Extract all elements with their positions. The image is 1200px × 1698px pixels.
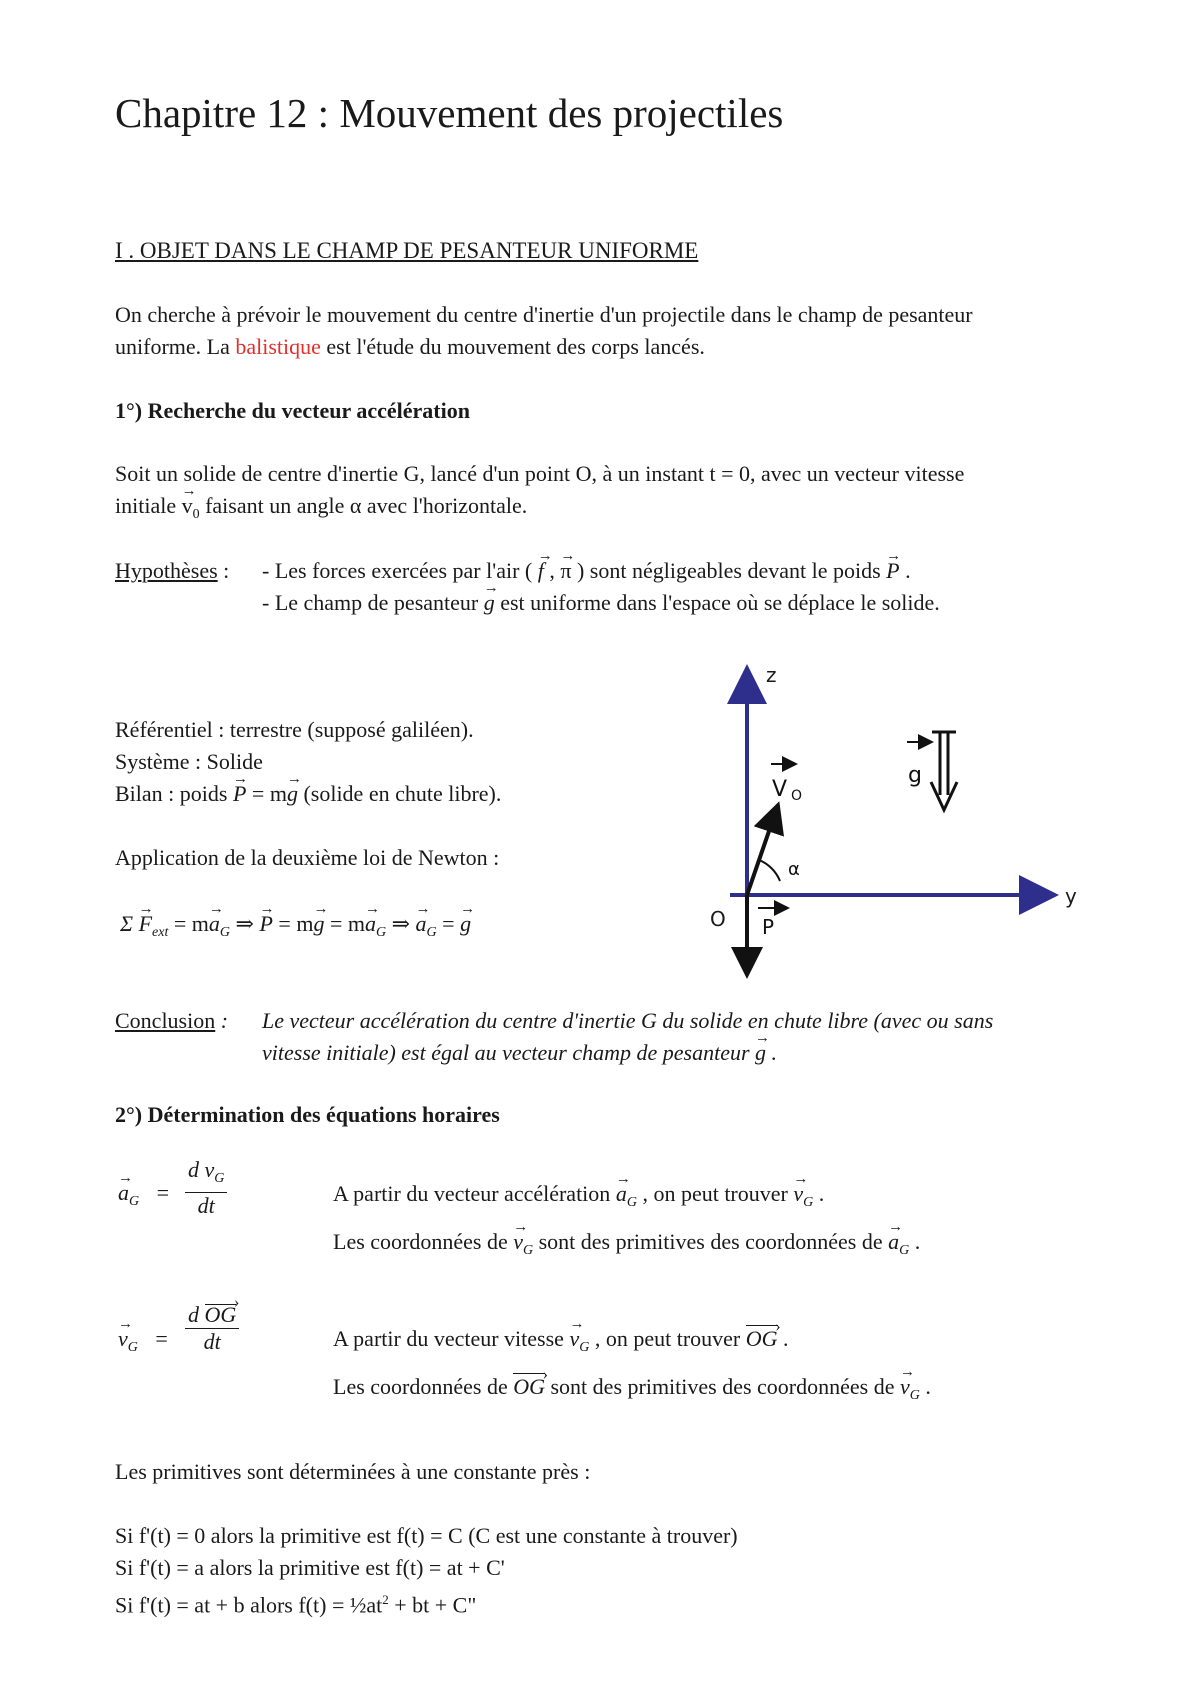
conclusion-label: [115, 1005, 228, 1037]
solid-description-line-1: Soit un solide de centre d'inertie G, lancé d'un point O, à un instant t = 0, avec un vecteur vitesse: [115, 461, 965, 486]
conclusion-line-2: [262, 1037, 777, 1069]
v-vector: → v: [513, 1226, 523, 1258]
p-vector: → P: [259, 908, 272, 940]
equals: =: [156, 1180, 170, 1205]
numerator: [185, 1157, 227, 1193]
text: (solide en chute libre).: [297, 781, 502, 806]
z-label: z: [766, 663, 777, 687]
v-vector: → v: [793, 1178, 803, 1210]
newton-equation: [120, 908, 471, 949]
intro-text: uniforme. La: [115, 334, 236, 359]
hypothesis-1: [262, 555, 911, 587]
acceleration-formula: [118, 1177, 181, 1218]
v0-label-sub: O: [791, 788, 803, 804]
text: .: [766, 1040, 778, 1065]
g-subscript: G: [219, 925, 231, 940]
velocity-formula: [118, 1323, 180, 1364]
v-vector: → v: [900, 1371, 910, 1403]
a-vector: → a: [365, 908, 376, 940]
a-vector: → a: [209, 908, 220, 940]
formula-2-explanation-1: [333, 1323, 789, 1364]
equals-m: = m: [272, 911, 314, 936]
g-subscript: G: [626, 1195, 637, 1210]
g-arrow-head: [931, 782, 957, 810]
text: .: [909, 1229, 921, 1254]
numerator: [185, 1302, 239, 1329]
weight-label: P: [762, 915, 775, 939]
a-vector: → a: [118, 1177, 129, 1209]
hypothesis-2: [262, 587, 940, 619]
alpha-label: α: [788, 859, 800, 880]
v-vector: → v: [569, 1323, 579, 1355]
sigma: Σ: [120, 911, 134, 936]
hypotheses-word: Hypothèses: [115, 558, 218, 583]
acceleration-fraction: [185, 1157, 227, 1219]
text: , on peut trouver: [636, 1181, 794, 1206]
text: , on peut trouver: [589, 1326, 746, 1351]
colon: :: [217, 558, 230, 583]
g-subscript: G: [214, 1171, 225, 1186]
equals: =: [155, 1326, 168, 1351]
equals-m: = m: [168, 911, 209, 936]
intro-line-2: [115, 331, 705, 363]
formula-1-explanation-2: [333, 1226, 920, 1267]
g-subscript: G: [522, 1243, 534, 1258]
solid-description-line-2: [115, 490, 527, 531]
conclusion-word: Conclusion: [115, 1008, 216, 1033]
text: .: [919, 1374, 931, 1399]
section-heading: I . OBJET DANS LE CHAMP DE PESANTEUR UNIFORME: [115, 238, 699, 263]
g-label: g: [908, 763, 922, 788]
g-subscript: G: [803, 1195, 814, 1210]
text: .: [899, 558, 911, 583]
formula-1-explanation-1: [333, 1178, 824, 1219]
primitive-rule-2: Si f'(t) = a alors la primitive est f(t) = at + C': [115, 1555, 505, 1580]
text: .: [777, 1326, 789, 1351]
intro-line-1: On cherche à prévoir le mouvement du centre d'inertie d'un projectile dans le champ de pesanteur: [115, 302, 973, 327]
equals-m: = m: [324, 911, 365, 936]
hypotheses-label: [115, 555, 229, 587]
f-vector: → F: [139, 908, 152, 940]
text: Les coordonnées de: [333, 1374, 514, 1399]
g-subscript: G: [579, 1340, 590, 1355]
projectile-diagram: [700, 650, 1080, 990]
colon: :: [215, 1008, 229, 1033]
text: est uniforme dans l'espace où se déplace le solide.: [494, 590, 940, 615]
a-vector: → a: [888, 1226, 899, 1258]
p-vector: → P: [233, 778, 246, 810]
primitive-rule-1: Si f'(t) = 0 alors la primitive est f(t) = C (C est une constante à trouver): [115, 1523, 738, 1548]
g-vector: → g: [460, 908, 471, 940]
p-vector: → P: [886, 555, 899, 587]
ext-subscript: ext: [152, 925, 169, 940]
superscript: 2: [382, 1592, 389, 1607]
v0-subscript: 0: [192, 507, 200, 522]
text: + bt + C": [388, 1592, 477, 1618]
g-subscript: G: [426, 925, 437, 940]
denominator: dt: [203, 1329, 221, 1354]
g-vector: → g: [755, 1037, 766, 1069]
g-subscript: G: [375, 925, 387, 940]
referentiel: Référentiel : terrestre (supposé galiléen).: [115, 717, 474, 742]
text: faisant un angle α avec l'horizontale.: [199, 493, 528, 518]
og-vector: OG ›: [513, 1371, 545, 1403]
y-label: y: [1065, 884, 1077, 908]
v0-label: V: [772, 777, 788, 802]
v-vector: → v: [118, 1323, 128, 1355]
text: Si f'(t) = at + b alors f(t) = ½at: [115, 1592, 383, 1618]
formula-2-explanation-2: [333, 1371, 931, 1412]
d: d: [188, 1302, 205, 1327]
text: Les coordonnées de: [333, 1229, 514, 1254]
g-vector: → g: [484, 587, 495, 619]
equals: =: [436, 911, 461, 936]
velocity-fraction: [185, 1302, 239, 1355]
alpha-arc: [759, 860, 780, 881]
pi-vector: → π: [560, 555, 571, 587]
systeme: Système : Solide: [115, 749, 263, 774]
g-subscript: G: [899, 1243, 910, 1258]
g-vector: → g: [287, 778, 298, 810]
denominator: dt: [197, 1193, 215, 1218]
text: sont des primitives des coordonnées de: [533, 1229, 889, 1254]
text: ) sont négligeables devant le poids: [571, 558, 887, 583]
a-vector: → a: [616, 1178, 627, 1210]
g-subscript: G: [909, 1388, 920, 1403]
primitive-rule-3: [115, 1584, 476, 1621]
origin-label: O: [710, 907, 726, 931]
bilan: [115, 778, 501, 810]
newton-law-intro: Application de la deuxième loi de Newton :: [115, 845, 500, 870]
g-vector: → g: [313, 908, 324, 940]
text: Bilan : poids: [115, 781, 233, 806]
text: A partir du vecteur accélération: [333, 1181, 616, 1206]
a-vector: → a: [416, 908, 427, 940]
implies: ⇒: [230, 911, 260, 936]
primitives-intro: Les primitives sont déterminées à une constante près :: [115, 1459, 591, 1484]
g-subscript: G: [129, 1194, 140, 1209]
intro-text-end: est l'étude du mouvement des corps lancés.: [320, 334, 705, 359]
text: - Les forces exercées par l'air (: [262, 558, 538, 583]
subsection-1-heading: 1°) Recherche du vecteur accélération: [115, 398, 470, 423]
balistique-term: balistique: [235, 334, 321, 359]
implies: ⇒: [386, 911, 416, 936]
dv: d v: [188, 1157, 215, 1182]
v0-arrow: [747, 805, 778, 895]
subsection-2-heading: 2°) Détermination des équations horaires: [115, 1102, 500, 1127]
fraction: [185, 1302, 239, 1355]
text: ,: [543, 558, 561, 583]
og-vector: OG ›: [205, 1302, 237, 1328]
og-vector: OG ›: [746, 1323, 778, 1355]
v0-vector: → v: [182, 490, 193, 522]
page-title: Chapitre 12 : Mouvement des projectiles: [115, 90, 784, 136]
g-subscript: G: [127, 1340, 138, 1355]
text: - Le champ de pesanteur: [262, 590, 484, 615]
text: initiale: [115, 493, 182, 518]
text: A partir du vecteur vitesse: [333, 1326, 570, 1351]
text: .: [813, 1181, 825, 1206]
conclusion-line-1: Le vecteur accélération du centre d'inertie G du solide en chute libre (avec ou sans: [262, 1008, 994, 1033]
text: sont des primitives des coordonnées de: [545, 1374, 900, 1399]
f-vector: → f: [538, 555, 544, 587]
text: = m: [246, 781, 287, 806]
fraction: [185, 1157, 227, 1219]
text: vitesse initiale) est égal au vecteur champ de pesanteur: [262, 1040, 756, 1065]
